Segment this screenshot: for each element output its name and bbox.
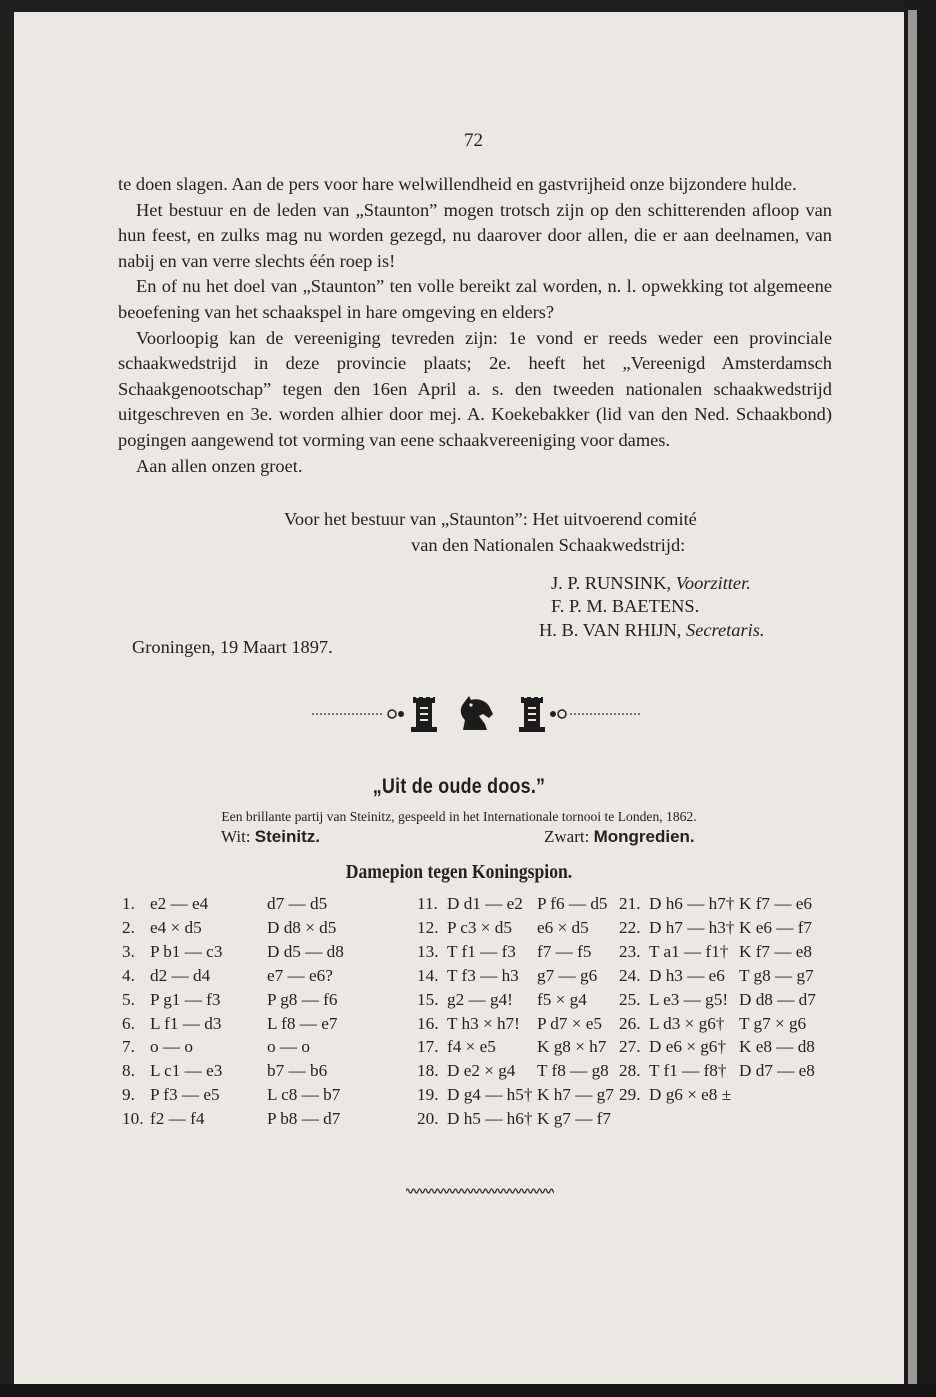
chess-ornament (312, 694, 642, 734)
move-number: 13. (417, 941, 439, 961)
move-number: 24. (619, 965, 641, 985)
black-move: L c8 — b7 (267, 1085, 341, 1105)
move-number: 11. (417, 894, 438, 913)
black-player (544, 827, 695, 847)
white-move: P b1 — c3 (150, 941, 223, 961)
white-move: L f1 — d3 (150, 1013, 222, 1033)
black-move: K g8 × h7 (537, 1037, 607, 1057)
move-number: 26. (619, 1013, 641, 1033)
black-move: e6 × d5 (537, 917, 589, 937)
book-page (14, 12, 904, 1384)
white-move: T a1 — f1† (649, 941, 729, 961)
black-move: P b8 — d7 (267, 1109, 341, 1129)
move-number: 9. (122, 1085, 135, 1105)
move-number: 2. (122, 917, 135, 937)
black-move: K g7 — f7 (537, 1109, 611, 1129)
paragraph: te doen slagen. Aan de pers voor hare welwillendheid en gastvrijheid onze bijzondere hulde. (118, 174, 797, 194)
black-move: K h7 — g7 (537, 1085, 614, 1105)
move-number: 22. (619, 917, 641, 937)
signatory-role: Voorzitter. (675, 573, 751, 593)
black-move: P g8 — f6 (267, 989, 338, 1009)
white-move: D d1 — e2 (447, 894, 523, 913)
signatory-2 (551, 596, 699, 617)
white-move: T h3 × h7! (447, 1013, 520, 1033)
white-move: D h3 — e6 (649, 965, 725, 985)
closing-line-1: Voor het bestuur van „Staunton”: Het uitvoerend comité (284, 509, 697, 529)
black-move: K f7 — e8 (739, 941, 813, 961)
black-move: K e6 — f7 (739, 917, 813, 937)
move-number: 18. (417, 1061, 439, 1081)
move-number: 1. (122, 894, 135, 913)
white-move: L e3 — g5! (649, 989, 729, 1009)
black-move: D d8 × d5 (267, 917, 337, 937)
black-move: f5 × g4 (537, 989, 587, 1009)
white-move: L c1 — e3 (150, 1061, 223, 1081)
move-number: 25. (619, 989, 641, 1009)
move-number: 28. (619, 1061, 641, 1081)
white-name: Steinitz. (254, 827, 320, 846)
move-number: 23. (619, 941, 641, 961)
white-move: D h6 — h7† (649, 894, 735, 913)
paragraph: Aan allen onzen groet. (136, 455, 303, 476)
section-subtitle: Een brillante partij van Steinitz, gespeeld in het Internationale tornooi te Londen, 1862. (221, 809, 697, 824)
black-move: T g8 — g7 (739, 965, 814, 985)
signatory-name: H. B. VAN RHIJN, (539, 620, 682, 640)
move-number: 21. (619, 894, 641, 913)
white-move: D g6 × e8 ± (649, 1085, 732, 1105)
white-player (221, 827, 320, 847)
move-number: 20. (417, 1109, 439, 1129)
white-move: g2 — g4! (447, 989, 513, 1009)
move-number: 8. (122, 1061, 135, 1081)
black-move: D d8 — d7 (739, 989, 816, 1009)
white-move: P c3 × d5 (447, 917, 512, 937)
move-number: 15. (417, 989, 439, 1009)
signatory-name: F. P. M. BAETENS. (551, 596, 700, 616)
rook-icon (411, 696, 437, 732)
move-number: 16. (417, 1013, 439, 1033)
move-number: 14. (417, 965, 439, 985)
move-number: 12. (417, 917, 439, 937)
move-number: 29. (619, 1085, 641, 1105)
page-number: 72 (464, 130, 483, 151)
black-move: P f6 — d5 (537, 894, 608, 913)
white-move: f2 — f4 (150, 1109, 205, 1129)
black-label: Zwart: (544, 827, 590, 846)
black-move: e7 — e6? (267, 965, 333, 985)
black-move: D d5 — d8 (267, 941, 344, 961)
paragraph: Voorloopig kan de vereeniging tevreden zijn: 1e vond er reeds weder een provinciale schaakwedstrijd in deze provincie plaats; 2e. heeft het „Vereenigd Amsterdamsch Schaakgenootschap” tegen den 16en April a. s. den tweeden nationalen schaakwedstrijd uitgeschreven en 3e. worden alhier door mej. A. Koekebakker (lid van den Ned. Schaakbond) pogingen aangewend tot vorming van eene schaakvereeniging voor dames. (118, 327, 832, 450)
black-move: K f7 — e6 (739, 894, 813, 913)
ornament-flourish-icon (550, 710, 566, 718)
move-number: 5. (122, 989, 135, 1009)
scan-edge-bottom (0, 1384, 936, 1397)
black-move: d7 — d5 (267, 894, 328, 913)
white-move: T f1 — f8† (649, 1061, 727, 1081)
white-move: f4 × e5 (447, 1037, 496, 1057)
white-move: o — o (150, 1037, 193, 1057)
white-move: D h7 — h3† (649, 917, 735, 937)
move-number: 27. (619, 1037, 641, 1057)
move-number: 4. (122, 965, 135, 985)
end-divider (406, 1184, 554, 1198)
white-move: e2 — e4 (150, 894, 209, 913)
move-number: 6. (122, 1013, 135, 1033)
scan-edge-right (904, 0, 936, 1397)
rook-icon (519, 696, 545, 732)
move-number: 19. (417, 1085, 439, 1105)
black-move: T f8 — g8 (537, 1061, 609, 1081)
black-move: K e8 — d8 (739, 1037, 815, 1057)
black-move: D d7 — e8 (739, 1061, 815, 1081)
black-move: T g7 × g6 (739, 1013, 807, 1033)
closing-line-2: van den Nationalen Schaakwedstrijd: (411, 535, 686, 555)
move-number: 10. (122, 1109, 144, 1129)
white-move: L d3 × g6† (649, 1013, 725, 1033)
black-move: L f8 — e7 (267, 1013, 338, 1033)
move-number: 7. (122, 1037, 135, 1057)
white-move: P g1 — f3 (150, 989, 221, 1009)
white-label: Wit: (221, 827, 251, 846)
signatory-3 (539, 620, 764, 641)
black-move: b7 — b6 (267, 1061, 328, 1081)
move-number: 17. (417, 1037, 439, 1057)
black-move: g7 — g6 (537, 965, 598, 985)
body-text (118, 172, 832, 479)
paragraph: Het bestuur en de leden van „Staunton” mogen trotsch zijn op den schitterenden afloop van hun feest, en zulks mag nu worden gezegd, nu daarover door allen, die er aan deelnamen, van nabij en van verre slechts één roep is! (118, 199, 832, 271)
white-move: P f3 — e5 (150, 1085, 220, 1105)
white-move: D h5 — h6† (447, 1109, 533, 1129)
white-move: D e2 × g4 (447, 1061, 516, 1081)
game-title: Damepion tegen Koningspion. (345, 861, 573, 883)
white-move: e4 × d5 (150, 917, 202, 937)
section-title: „Uit de oude doos.” (372, 775, 546, 798)
signatory-name: J. P. RUNSINK, (551, 573, 672, 593)
paragraph: En of nu het doel van „Staunton” ten volle bereikt zal worden, n. l. opwekking tot algemeene beoefening van het schaakspel in hare omgeving en elders? (118, 276, 832, 322)
black-name: Mongredien. (593, 827, 695, 846)
move-number: 3. (122, 941, 135, 961)
black-move: P d7 × e5 (537, 1013, 602, 1033)
white-move: D g4 — h5† (447, 1085, 533, 1105)
white-move: D e6 × g6† (649, 1037, 726, 1057)
place-date: Groningen, 19 Maart 1897. (132, 637, 333, 657)
signatory-1 (551, 573, 751, 594)
white-move: d2 — d4 (150, 965, 211, 985)
white-move: T f1 — f3 (447, 941, 516, 961)
scan-strip (908, 10, 917, 1390)
knight-icon (461, 696, 493, 730)
ornament-flourish-icon (388, 710, 404, 718)
white-move: T f3 — h3 (447, 965, 519, 985)
black-move: f7 — f5 (537, 941, 592, 961)
signatory-role: Secretaris. (686, 620, 765, 640)
black-move: o — o (267, 1037, 310, 1057)
